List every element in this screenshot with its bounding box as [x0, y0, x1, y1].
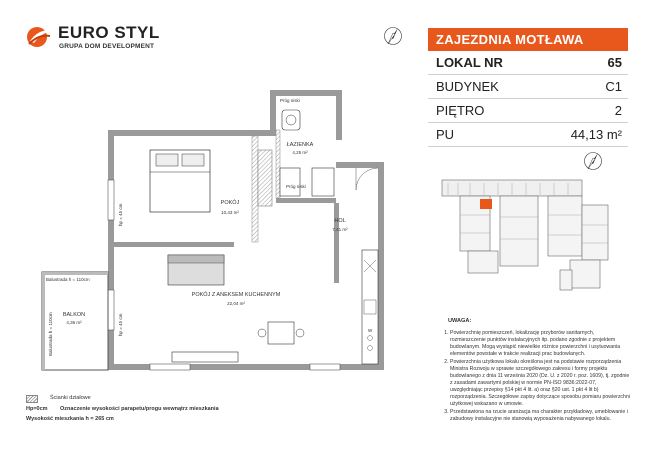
- info-key: PU: [436, 127, 455, 142]
- threshold-label-bath: Próg niski: [280, 98, 300, 103]
- info-key: LOKAL NR: [436, 55, 503, 70]
- bathroom-area: 4,25 m²: [292, 150, 308, 155]
- bedroom-name: POKÓJ: [220, 200, 240, 206]
- notes: [440, 318, 630, 424]
- site-north-arrow-icon: [582, 150, 604, 172]
- site-key-plan: [440, 175, 612, 300]
- eurostyl-logo-icon: [24, 22, 54, 52]
- info-value: 65: [607, 55, 622, 70]
- logo-title: EURO STYL: [58, 23, 160, 42]
- note-item: 3. Przedstawiona na rzucie aranżacja ma charakter przykładowy, umeblowanie i zabudowy instalacyjne nie stanowią wyposażenia nabywanego lokalu.: [450, 409, 630, 423]
- note-item: 2. Powierzchnia użytkowa lokalu określona jest na podstawie rozporządzenia Ministra Rozwoju w sprawie szczegółowego zakresu i formy projektu budowlanego z dnia 11 września 2020 (Dz. U. z 2020 r. poz. 1609), tj. zgodnie z zasadami zawartymi polskiej w normie PN-ISO 9836:2022-07, uwzględniając przepisy §14 pkt 4 lit. a) oraz §20 ust. 1 pkt 4 lit b) rozporządzenia. Szczegółowe zapisy dotyczące sposobu pomiaru powierzchni użytkowej wskazano w umowie.: [450, 359, 630, 408]
- floor-plan: [30, 80, 390, 380]
- note-item: 1. Powierzchnię pomieszczeń, lokalizację przyborów sanitarnych, rozmieszczenie punktów instalacyjnych itp. podano zgodnie z projektem budowlanym. Mogą wystąpić niewielkie różnice powierzchni i usytuowania elementów powstałe w trakcie realizacji prac budowlanych.: [450, 330, 630, 358]
- living-name: POKÓJ Z ANEKSEM KUCHENNYM: [191, 292, 281, 298]
- legend-hp-code: Hp=0cm: [26, 406, 48, 412]
- logo: [24, 20, 164, 56]
- notes-list: [440, 330, 630, 423]
- info-row-unit: [428, 51, 628, 75]
- info-value: 44,13 m²: [570, 127, 622, 142]
- hp-label-living: hp = 45 cm: [118, 313, 123, 336]
- info-key: PIĘTRO: [436, 103, 485, 118]
- apartment-info-panel: [428, 28, 628, 147]
- legend-height-label: Wysokość mieszkania h = 265 cm: [26, 416, 114, 422]
- info-row-floor: [428, 99, 628, 123]
- hall-area: 7,41 m²: [332, 227, 348, 232]
- legend-hp-label: Oznaczenie wysokości parapetu/progu wewnątrz mieszkania: [60, 406, 219, 412]
- balustrade-label-side: Balustrada h = 110cm: [48, 312, 53, 356]
- info-row-area: [428, 123, 628, 147]
- logo-subtitle: GRUPA DOM DEVELOPMENT: [59, 43, 155, 50]
- balcony-name: BALKON: [62, 312, 86, 318]
- north-arrow-icon: [382, 25, 404, 47]
- unit-highlight: [480, 199, 492, 209]
- info-row-building: [428, 75, 628, 99]
- info-value: 2: [614, 103, 622, 118]
- balcony-area: 4,36 m²: [66, 320, 82, 325]
- bedroom-area: 10,43 m²: [221, 210, 239, 215]
- legend-partition-label: Ścianki działowe: [50, 395, 91, 401]
- hall-name: HOL: [334, 218, 346, 224]
- partition-hatch-icon: [26, 395, 38, 403]
- threshold-label-hall: Próg niski: [286, 184, 306, 189]
- w-mark: W: [368, 328, 373, 333]
- info-key: BUDYNEK: [436, 79, 499, 94]
- project-name: ZAJEZDNIA MOTŁAWA: [428, 28, 628, 51]
- living-area: 22,04 m²: [227, 301, 245, 306]
- hp-label-bedroom: hp = 45 cm: [118, 203, 123, 226]
- notes-title: UWAGA:: [448, 318, 472, 324]
- bathroom-name: ŁAZIENKA: [286, 142, 314, 148]
- balustrade-label-top: Balustrada h = 110cm: [46, 277, 90, 282]
- info-value: C1: [605, 79, 622, 94]
